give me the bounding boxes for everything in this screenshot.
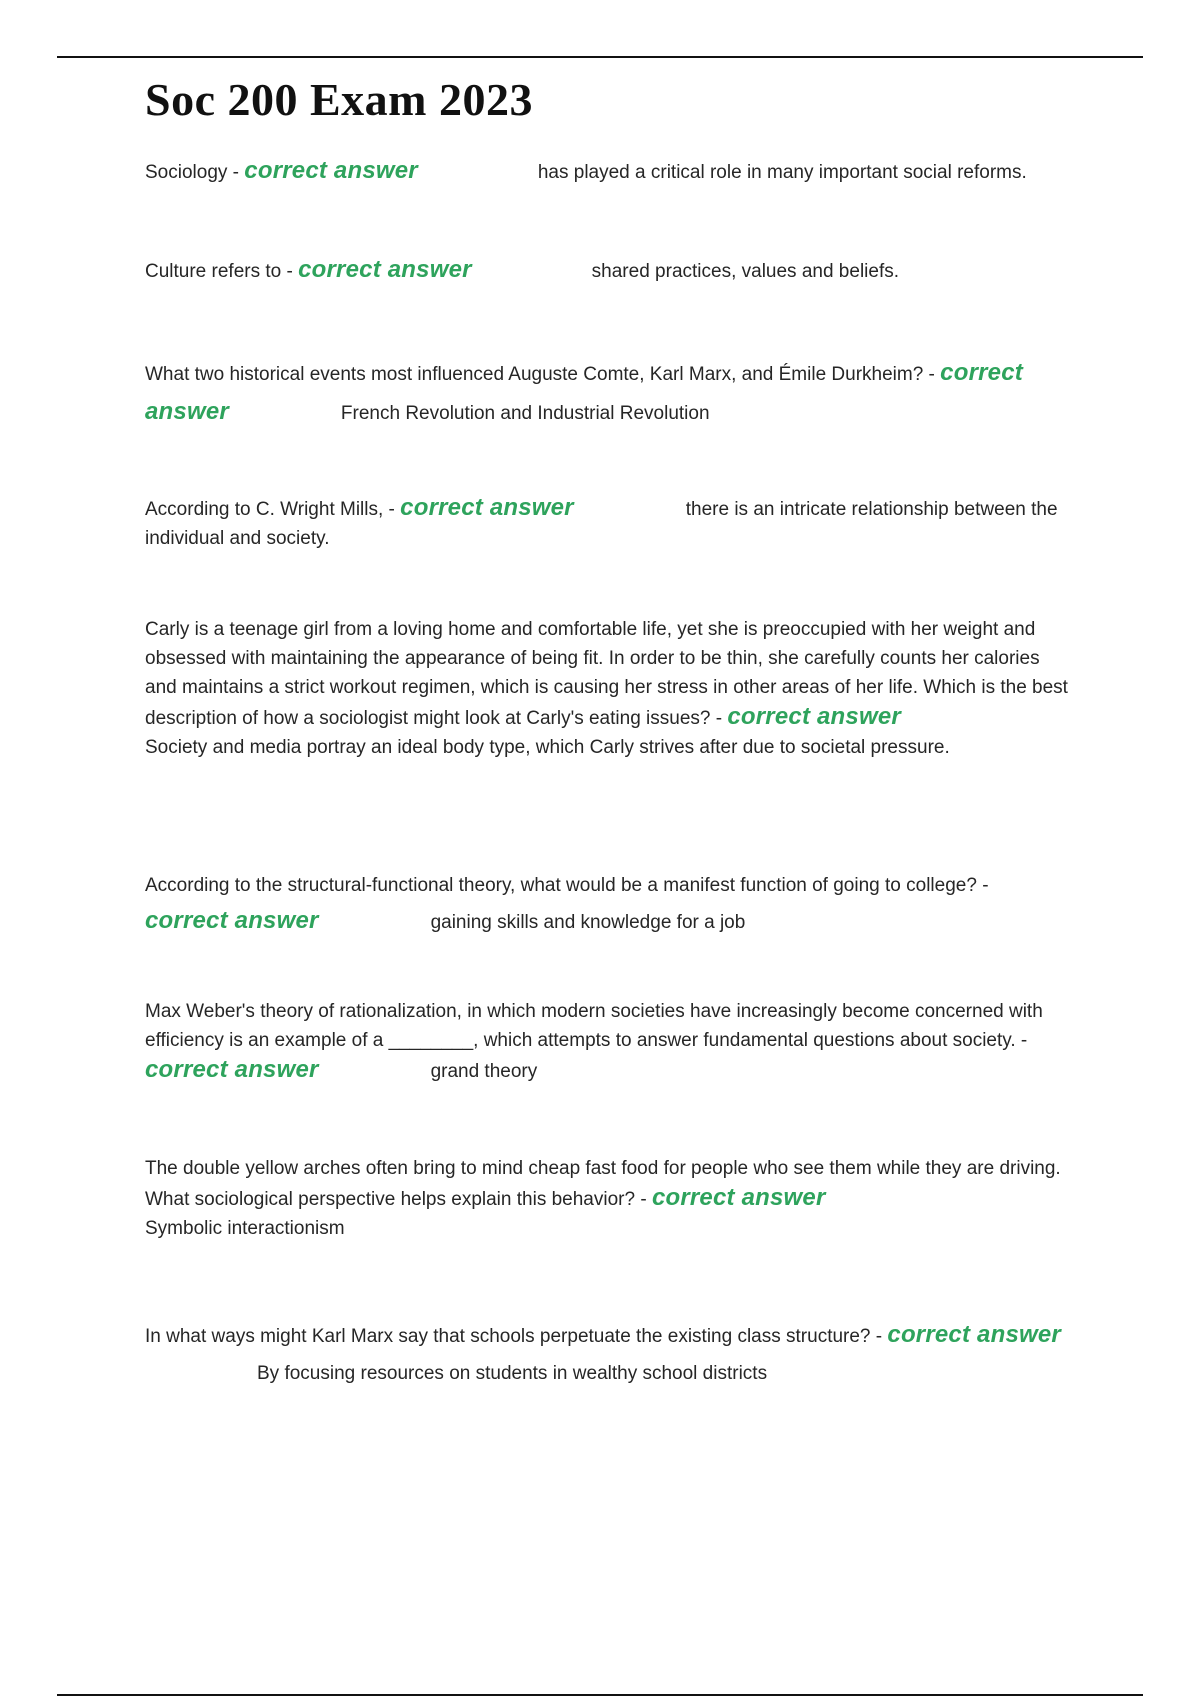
- answer-text: gaining skills and knowledge for a job: [430, 912, 746, 933]
- qa-item-9: [145, 1316, 1075, 1392]
- qa-item-1: [145, 156, 1075, 187]
- answer-text: By focusing resources on students in wealthy school districts: [257, 1363, 768, 1384]
- answer-text: Society and media portray an ideal body type, which Carly strives after due to societal pressure.: [145, 737, 950, 758]
- answer-text: has played a critical role in many important social reforms.: [537, 162, 1027, 183]
- top-rule: [57, 56, 1143, 58]
- question-text: Sociology -: [145, 162, 239, 183]
- question-text: Culture refers to -: [145, 261, 293, 282]
- question-text: Max Weber's theory of rationalization, in which modern societies have increasingly become concerned with efficiency is an example of a ________, which attempts to answer fundamental questions about society. -: [145, 1001, 1043, 1051]
- answer-label: correct answer: [400, 494, 574, 521]
- question-text: The double yellow arches often bring to mind cheap fast food for people who see them while they are driving. What sociological perspective helps explain this behavior? -: [145, 1158, 1061, 1210]
- qa-item-2: [145, 255, 1075, 286]
- qa-item-8: [145, 1154, 1075, 1243]
- question-text: According to the structural-functional theory, what would be a manifest function of going to college? -: [145, 875, 989, 896]
- answer-label: correct answer: [145, 907, 319, 934]
- answer-text: shared practices, values and beliefs.: [591, 261, 900, 282]
- question-text: According to C. Wright Mills, -: [145, 499, 395, 520]
- bottom-rule: [57, 1694, 1143, 1696]
- question-text: What two historical events most influenced Auguste Comte, Karl Marx, and Émile Durkheim? -: [145, 364, 935, 385]
- answer-text: there is an intricate relationship between the individual and society.: [145, 499, 1058, 549]
- answer-label: correct answer: [145, 1056, 319, 1083]
- qa-item-4: [145, 493, 1075, 553]
- page-title: Soc 200 Exam 2023: [145, 74, 533, 125]
- answer-label: correct answer: [651, 1184, 826, 1211]
- qa-item-6: [145, 868, 1075, 940]
- answer-label: correct answer: [145, 359, 1023, 425]
- qa-item-5: [145, 615, 1075, 762]
- answer-label: correct answer: [244, 157, 418, 184]
- qa-item-3: [145, 354, 1075, 432]
- question-text: Carly is a teenage girl from a loving home and comfortable life, yet she is preoccupied with her weight and obsessed with maintaining the appearance of being fit. In order to be thin, she carefully counts her calories and maintains a strict workout regimen, which is causing her stress in other areas of her life. Which is the best description of how a sociologist might look at Carly's eating issues? -: [145, 619, 1068, 729]
- answer-text: French Revolution and Industrial Revolution: [340, 403, 710, 424]
- answer-text: Symbolic interactionism: [145, 1218, 345, 1239]
- answer-label: correct answer: [298, 256, 472, 283]
- qa-item-7: [145, 997, 1075, 1086]
- answer-label: correct answer: [887, 1321, 1061, 1348]
- question-text: In what ways might Karl Marx say that schools perpetuate the existing class structure? -: [145, 1326, 883, 1347]
- answer-text: grand theory: [430, 1061, 538, 1082]
- answer-label: correct answer: [727, 703, 901, 730]
